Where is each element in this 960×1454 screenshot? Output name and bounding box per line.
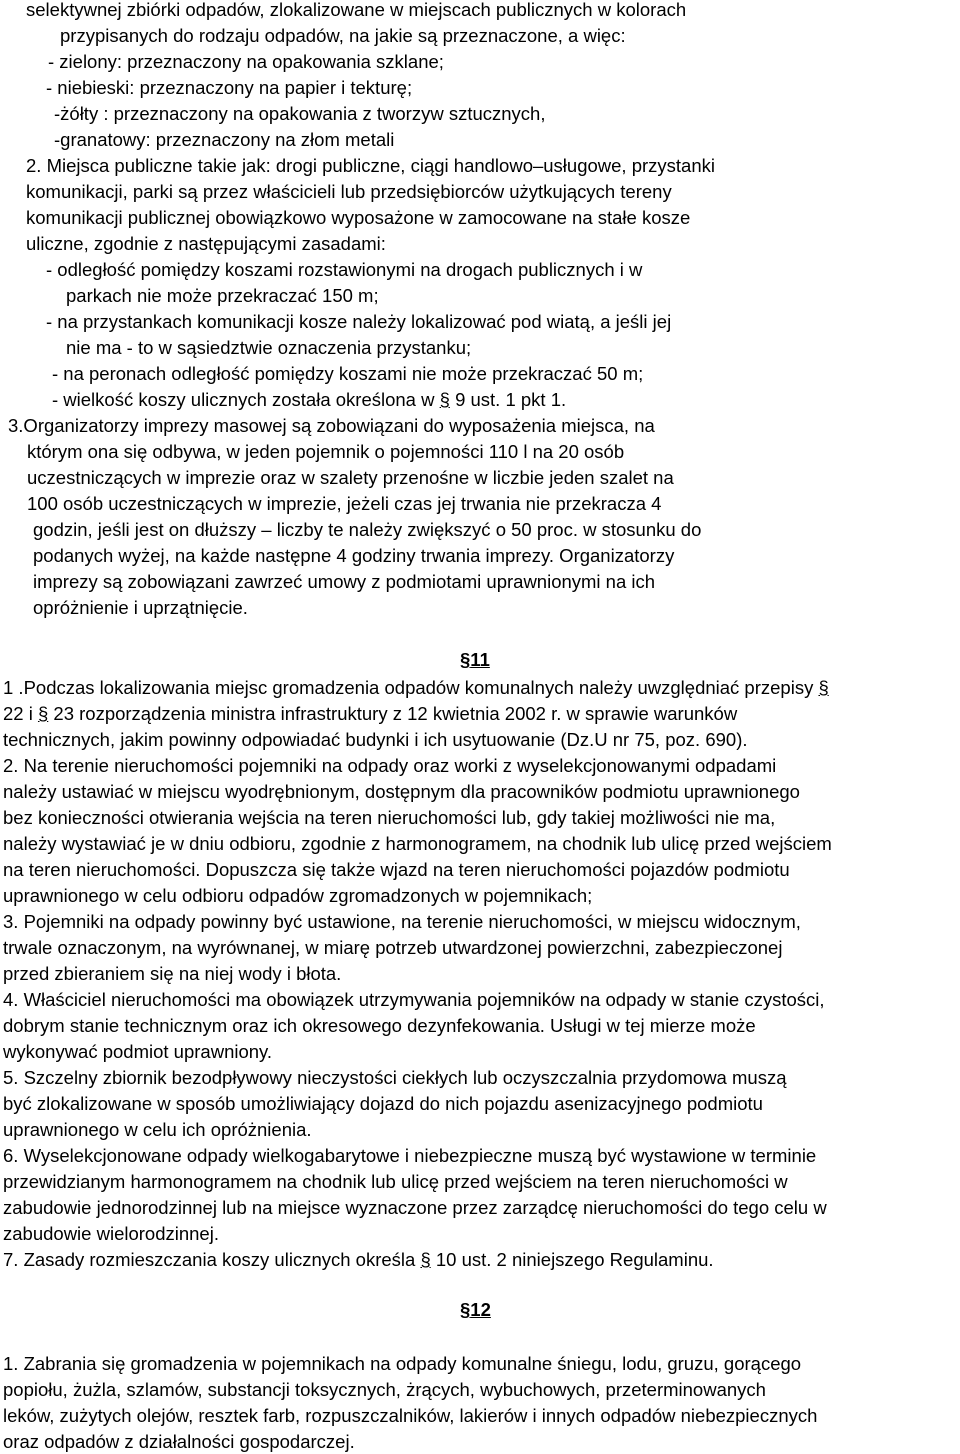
section-number: 12 xyxy=(470,1299,491,1320)
text-line: przed zbieraniem się na niej wody i błota. xyxy=(3,963,342,984)
text-line: 6. Wyselekcjonowane odpady wielkogabarytowe i niebezpieczne muszą być wystawione w terminie xyxy=(3,1145,817,1166)
reference-text: 9 ust. 1 pkt 1. xyxy=(455,389,567,410)
text-line: - niebieski: przeznaczony na papier i tekturę; xyxy=(46,77,413,98)
text-line: uprawnionego w celu ich opróżnienia. xyxy=(3,1119,312,1140)
text-line: - na przystankach komunikacji kosze należy lokalizować pod wiatą, a jeśli jej xyxy=(46,311,672,332)
section-number: 11 xyxy=(470,649,490,670)
text-line: 3. Pojemniki na odpady powinny być ustawione, na terenie nieruchomości, w miejscu widocznym, xyxy=(3,911,801,932)
text-line: opróżnienie i uprzątnięcie. xyxy=(33,597,248,618)
text-line: komunikacji publicznej obowiązkowo wyposażone w zamocowane na stałe kosze xyxy=(26,207,691,228)
section-12-heading xyxy=(460,1298,491,1322)
text-line xyxy=(3,1248,714,1272)
text-line: 1. Zabrania się gromadzenia w pojemnikach na odpady komunalne śniegu, lodu, gruzu, gorącego xyxy=(3,1353,802,1374)
paragraph-sign: § xyxy=(818,677,829,698)
text-line: selektywnej zbiórki odpadów, zlokalizowane w miejscach publicznych w kolorach xyxy=(26,0,687,20)
text-line: - odległość pomiędzy koszami rozstawionymi na drogach publicznych i w xyxy=(46,259,643,280)
text-line: przypisanych do rodzaju odpadów, na jakie są przeznaczone, a więc: xyxy=(60,25,626,46)
text-line: technicznych, jakim powinny odpowiadać budynki i ich usytuowanie (Dz.U nr 75, poz. 690). xyxy=(3,729,748,750)
text-line: parkach nie może przekraczać 150 m; xyxy=(66,285,379,306)
text-line: bez konieczności otwierania wejścia na teren nieruchomości lub, gdy takiej możliwości nie ma, xyxy=(3,807,776,828)
text-line: 100 osób uczestniczących w imprezie, jeżeli czas jej trwania nie przekracza 4 xyxy=(27,493,662,514)
text-line: imprezy są zobowiązani zawrzeć umowy z podmiotami uprawnionymi na ich xyxy=(33,571,656,592)
text-line: należy wystawiać je w dniu odbioru, zgodnie z harmonogramem, na chodnik lub ulicę przed wejściem xyxy=(3,833,832,854)
text-line: przewidzianym harmonogramem na chodnik lub ulicę przed wejściem na teren nieruchomości w xyxy=(3,1171,788,1192)
text-line: wykonywać podmiot uprawniony. xyxy=(3,1041,273,1062)
text-line: zabudowie jednorodzinnej lub na miejsce wyznaczone przez zarządcę nieruchomości do tego celu w xyxy=(3,1197,827,1218)
text-line: -granatowy: przeznaczony na złom metali xyxy=(54,129,395,150)
text-run: 7. Zasady rozmieszczania koszy ulicznych określa xyxy=(3,1249,421,1270)
paragraph-sign: § xyxy=(37,703,49,724)
text-run: 1 .Podczas lokalizowania miejsc gromadzenia odpadów komunalnych należy uwzględniać przepisy xyxy=(3,677,819,698)
text-line: należy ustawiać w miejscu wyodrębnionym, dostępnym dla pracowników podmiotu uprawnionego xyxy=(3,781,800,802)
text-line: 5. Szczelny zbiornik bezodpływowy nieczystości ciekłych lub oczyszczalnia przydomowa muszą xyxy=(3,1067,787,1088)
text-line: godzin, jeśli jest on dłuższy – liczby te należy zwiększyć o 50 proc. w stosunku do xyxy=(33,519,702,540)
text-line: komunikacji, parki są przez właścicieli lub przedsiębiorców użytkujących tereny xyxy=(26,181,672,202)
paragraph-sign: § xyxy=(460,1299,471,1320)
text-line xyxy=(3,676,829,700)
text-line: trwale oznaczonym, na wyrównanej, w miarę potrzeb utwardzonej powierzchni, zabezpieczonej xyxy=(3,937,783,958)
text-line: nie ma - to w sąsiedztwie oznaczenia przystanku; xyxy=(66,337,472,358)
text-line: - na peronach odległość pomiędzy koszami nie może przekraczać 50 m; xyxy=(52,363,644,384)
text-line: popiołu, żużla, szlamów, substancji toksycznych, żrących, wybuchowych, przeterminowanych xyxy=(3,1379,766,1400)
text-line xyxy=(52,388,566,412)
paragraph-sign: § xyxy=(420,1249,431,1270)
text-run: 23 rozporządzenia ministra infrastruktury z 12 kwietnia 2002 r. w sprawie warunków xyxy=(48,703,738,724)
text-line: oraz odpadów z działalności gospodarczej. xyxy=(3,1431,355,1452)
text-line xyxy=(3,702,955,726)
text-line: leków, zużytych olejów, resztek farb, rozpuszczalników, lakierów i innych odpadów niebezpiecznych xyxy=(3,1405,818,1426)
section-11-heading xyxy=(460,648,490,672)
text-run: - wielkość koszy ulicznych została określona w xyxy=(52,389,440,410)
text-line: podanych wyżej, na każde następne 4 godziny trwania imprezy. Organizatorzy xyxy=(33,545,675,566)
text-line: którym ona się odbywa, w jeden pojemnik o pojemności 110 l na 20 osób xyxy=(27,441,625,462)
text-line: 2. Miejsca publiczne takie jak: drogi publiczne, ciągi handlowo–usługowe, przystanki xyxy=(26,155,715,176)
text-line: uczestniczących w imprezie oraz w szalety przenośne w liczbie jeden szalet na xyxy=(27,467,674,488)
text-line: -żółty : przeznaczony na opakowania z tworzyw sztucznych, xyxy=(54,103,546,124)
text-line: - zielony: przeznaczony na opakowania szklane; xyxy=(48,51,444,72)
text-run: 22 i xyxy=(3,703,38,724)
text-run: 10 ust. 2 niniejszego Regulaminu. xyxy=(430,1249,714,1270)
text-line: uprawnionego w celu odbioru odpadów zgromadzonych w pojemnikach; xyxy=(3,885,593,906)
text-line: 2. Na terenie nieruchomości pojemniki na odpady oraz worki z wyselekcjonowanymi odpadami xyxy=(3,755,777,776)
text-line: na teren nieruchomości. Dopuszcza się także wjazd na teren nieruchomości pojazdów podmiotu xyxy=(3,859,790,880)
text-line: 4. Właściciel nieruchomości ma obowiązek utrzymywania pojemników na odpady w stanie czystości, xyxy=(3,989,825,1010)
text-line: być zlokalizowane w sposób umożliwiający dojazd do nich pojazdu asenizacyjnego podmiotu xyxy=(3,1093,763,1114)
paragraph-sign: § xyxy=(460,649,471,670)
paragraph-sign: § xyxy=(439,389,450,410)
text-line: dobrym stanie technicznym oraz ich okresowego dezynfekowania. Usługi w tej mierze może xyxy=(3,1015,756,1036)
text-line: uliczne, zgodnie z następującymi zasadami: xyxy=(26,233,386,254)
text-line: 3.Organizatorzy imprezy masowej są zobowiązani do wyposażenia miejsca, na xyxy=(8,415,655,436)
text-line: zabudowie wielorodzinnej. xyxy=(3,1223,219,1244)
